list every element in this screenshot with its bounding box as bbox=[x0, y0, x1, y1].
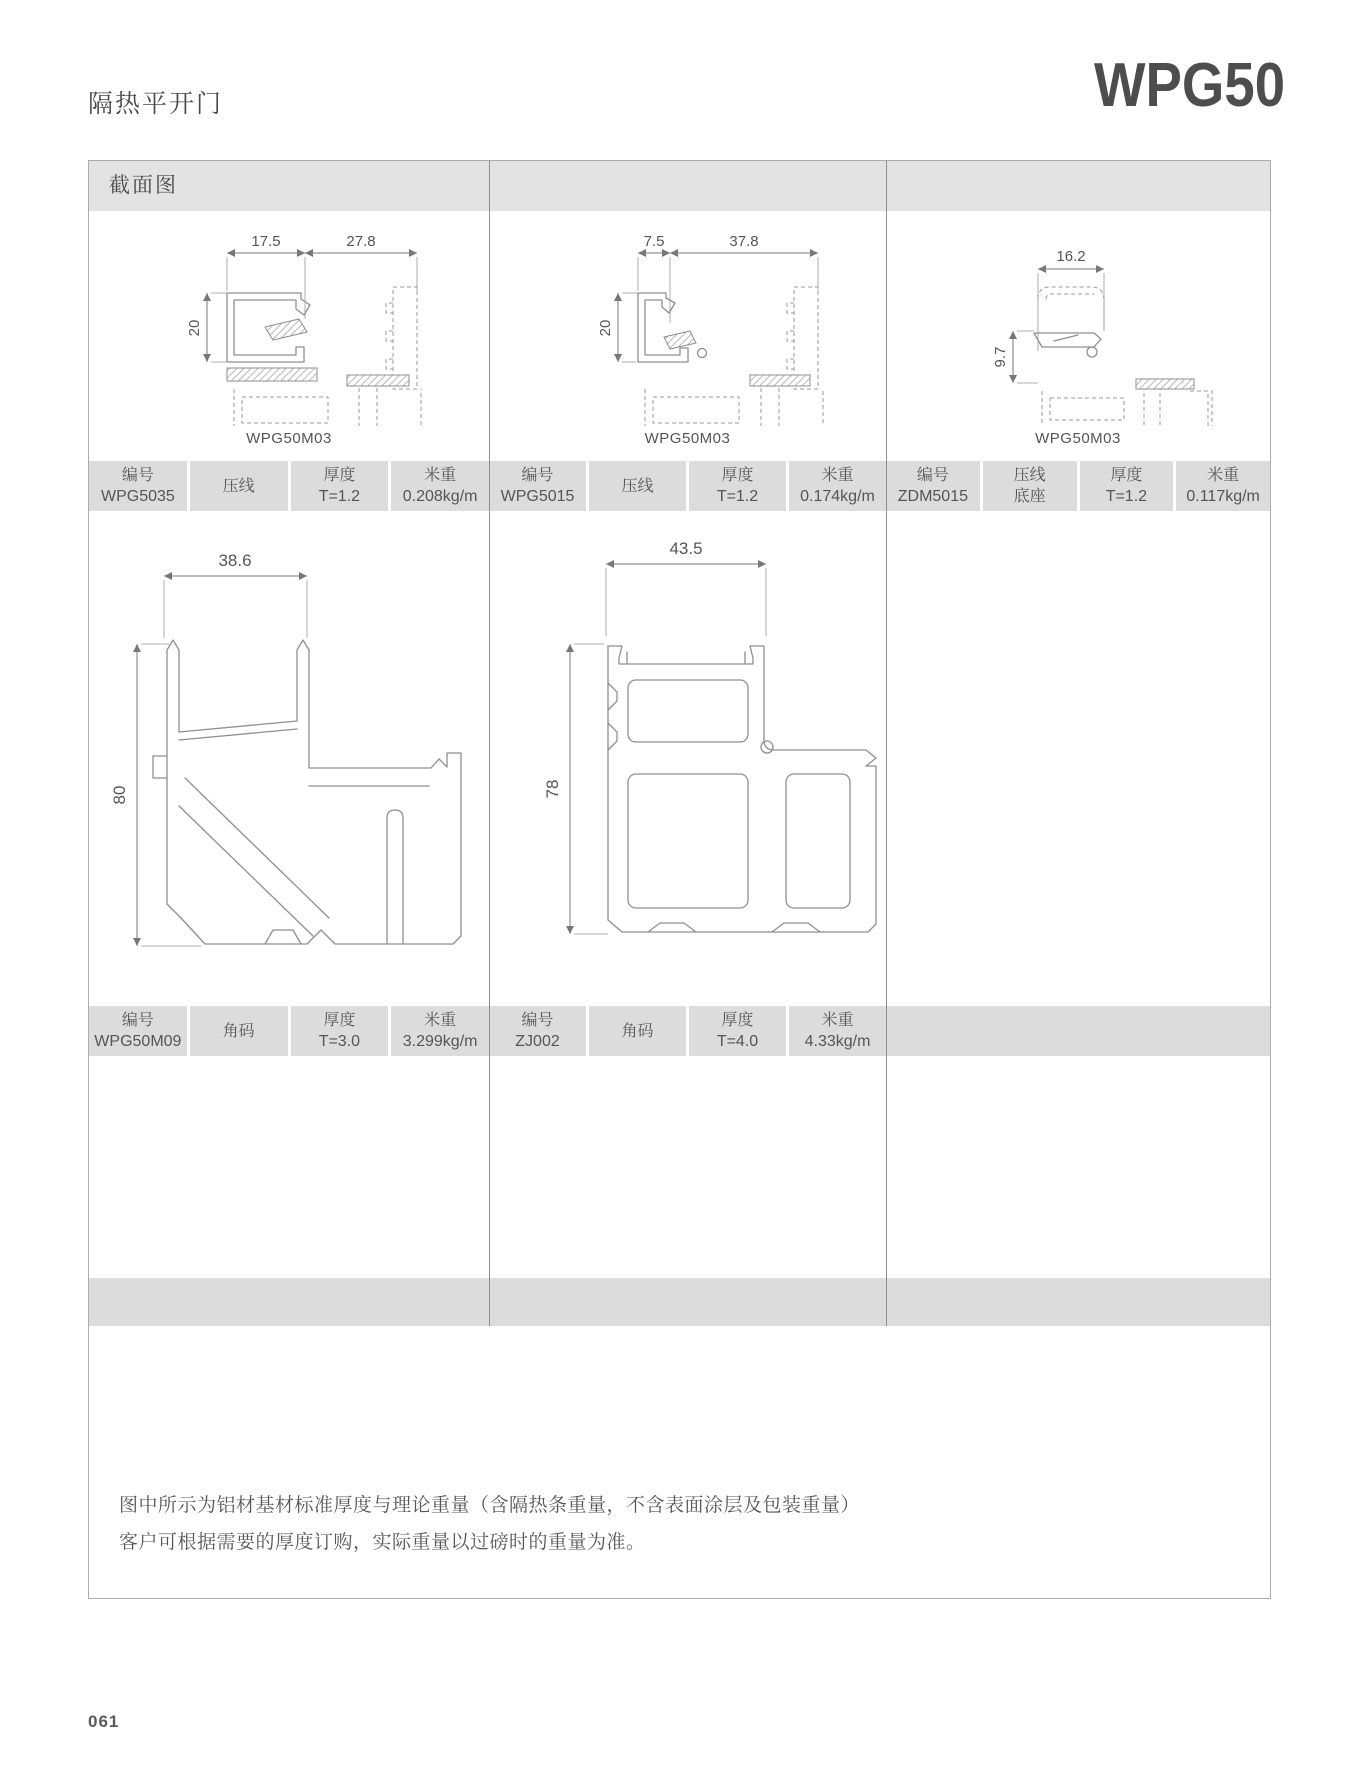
spec-value: T=1.2 bbox=[1105, 488, 1148, 505]
dim-label: 16.2 bbox=[1056, 248, 1086, 265]
spec-row-1 bbox=[89, 459, 1270, 513]
spec-cell-type bbox=[589, 461, 686, 511]
spec-value: WPG5035 bbox=[100, 488, 175, 505]
page-number: 061 bbox=[88, 1712, 120, 1731]
spec-value: 0.208kg/m bbox=[402, 488, 478, 505]
spec-cell-thickness bbox=[689, 1006, 786, 1056]
spec-group-zj002 bbox=[489, 1004, 886, 1058]
spec-label: 厚度 bbox=[721, 1012, 754, 1029]
dim-label: 37.8 bbox=[728, 233, 759, 250]
spec-label: 厚度 bbox=[323, 1012, 356, 1029]
spec-cell-weight bbox=[391, 461, 489, 511]
spec-label: 厚度 bbox=[323, 467, 356, 484]
profile-drawing-wpg50m09 bbox=[89, 518, 489, 968]
spec-group-wpg5015 bbox=[489, 459, 886, 513]
dim-label: 78 bbox=[542, 779, 562, 799]
spec-label: 编号 bbox=[121, 467, 154, 484]
spec-group-wpg5035 bbox=[89, 459, 489, 513]
spec-cell-type bbox=[190, 1006, 288, 1056]
spec-label: 编号 bbox=[916, 467, 949, 484]
spec-value: T=1.2 bbox=[318, 488, 361, 505]
spec-value: 4.33kg/m bbox=[804, 1033, 871, 1050]
spec-cell-code bbox=[489, 461, 586, 511]
dim-label: 7.5 bbox=[643, 233, 664, 250]
spec-label: 米重 bbox=[821, 467, 854, 484]
profile-drawing-wpg5035 bbox=[119, 231, 459, 426]
spec-group-empty bbox=[886, 1004, 1270, 1058]
spec-value: ZDM5015 bbox=[897, 488, 968, 505]
profile-drawing-wpg5015 bbox=[518, 231, 858, 426]
spec-value: T=1.2 bbox=[716, 488, 759, 505]
spec-value: 底座 bbox=[1013, 488, 1046, 505]
spec-label: 压线 bbox=[1013, 467, 1046, 484]
spec-cell-code bbox=[89, 1006, 187, 1056]
spec-label: 厚度 bbox=[721, 467, 754, 484]
spec-value: T=4.0 bbox=[716, 1033, 759, 1050]
spec-label: 角码 bbox=[621, 1022, 654, 1040]
spec-cell-code bbox=[489, 1006, 586, 1056]
dim-label: 17.5 bbox=[251, 233, 281, 250]
spec-cell-weight bbox=[789, 1006, 886, 1056]
page-title: 隔热平开门 bbox=[88, 90, 224, 118]
drawing-code-label: WPG50M03 bbox=[246, 430, 332, 447]
spec-cell-weight bbox=[1176, 461, 1270, 511]
dim-label: 20 bbox=[186, 319, 203, 337]
spec-label: 编号 bbox=[121, 1012, 154, 1029]
profile-drawing-zj002 bbox=[488, 518, 888, 968]
spec-cell-blank bbox=[886, 1006, 1270, 1056]
column-divider bbox=[886, 161, 887, 1326]
footnote-line: 客户可根据需要的厚度订购，实际重量以过磅时的重量为准。 bbox=[119, 1532, 646, 1553]
drawing-cell-zj002 bbox=[489, 513, 886, 1004]
spec-cell-thickness bbox=[291, 1006, 389, 1056]
dim-label: 43.5 bbox=[668, 539, 703, 558]
drawing-cell-zdm5015 bbox=[886, 211, 1270, 459]
spec-cell-type bbox=[190, 461, 288, 511]
spec-row-2 bbox=[89, 1004, 1270, 1058]
drawing-cell-wpg5035 bbox=[89, 211, 489, 459]
series-model-title: WPG50 bbox=[1093, 51, 1285, 120]
spec-cell-weight bbox=[391, 1006, 489, 1056]
spec-group-wpg50m09 bbox=[89, 1004, 489, 1058]
drawing-cell-wpg50m09 bbox=[89, 513, 489, 1004]
footnote-line: 图中所示为铝材基材标准厚度与理论重量（含隔热条重量，不含表面涂层及包装重量） bbox=[119, 1495, 861, 1516]
spec-value: WPG50M09 bbox=[94, 1033, 182, 1050]
spec-cell-code bbox=[89, 461, 187, 511]
spec-label: 米重 bbox=[424, 467, 457, 484]
spec-label: 压线 bbox=[621, 477, 654, 495]
section-table bbox=[88, 160, 1271, 1599]
footnote bbox=[119, 1487, 860, 1561]
section-header-label: 截面图 bbox=[109, 174, 178, 197]
spec-cell-thickness bbox=[689, 461, 786, 511]
spec-cell-thickness bbox=[291, 461, 389, 511]
profile-drawing-zdm5015 bbox=[908, 231, 1248, 426]
spec-cell-weight bbox=[789, 461, 886, 511]
spec-label: 编号 bbox=[521, 467, 554, 484]
spec-value: T=3.0 bbox=[318, 1033, 361, 1050]
spec-label: 米重 bbox=[424, 1012, 457, 1029]
column-divider bbox=[489, 161, 490, 1326]
spec-label: 米重 bbox=[821, 1012, 854, 1029]
spec-value: ZJ002 bbox=[515, 1033, 560, 1050]
dim-label: 38.6 bbox=[218, 551, 252, 570]
spec-cell-type bbox=[589, 1006, 686, 1056]
spec-value: 0.117kg/m bbox=[1186, 488, 1260, 505]
spec-label: 压线 bbox=[222, 477, 255, 495]
dim-label: 9.7 bbox=[992, 346, 1009, 368]
dim-label: 27.8 bbox=[346, 233, 376, 250]
spec-label: 厚度 bbox=[1110, 467, 1143, 484]
dim-label: 80 bbox=[110, 785, 129, 805]
spec-label: 编号 bbox=[521, 1012, 554, 1029]
drawing-code-label: WPG50M03 bbox=[1035, 430, 1121, 447]
dim-label: 20 bbox=[596, 319, 614, 337]
spec-label: 角码 bbox=[222, 1022, 255, 1040]
spec-cell-type bbox=[983, 461, 1077, 511]
spec-value: 0.174kg/m bbox=[800, 488, 875, 505]
spec-group-zdm5015 bbox=[886, 459, 1270, 513]
spec-cell-thickness bbox=[1080, 461, 1174, 511]
spec-value: WPG5015 bbox=[500, 488, 575, 505]
separator-band bbox=[89, 1278, 1270, 1326]
spec-value: 3.299kg/m bbox=[402, 1033, 478, 1050]
drawing-code-label: WPG50M03 bbox=[644, 430, 731, 447]
section-header-row bbox=[89, 161, 1270, 211]
spec-cell-code bbox=[886, 461, 980, 511]
drawing-cell-wpg5015 bbox=[489, 211, 886, 459]
spec-label: 米重 bbox=[1207, 467, 1240, 484]
